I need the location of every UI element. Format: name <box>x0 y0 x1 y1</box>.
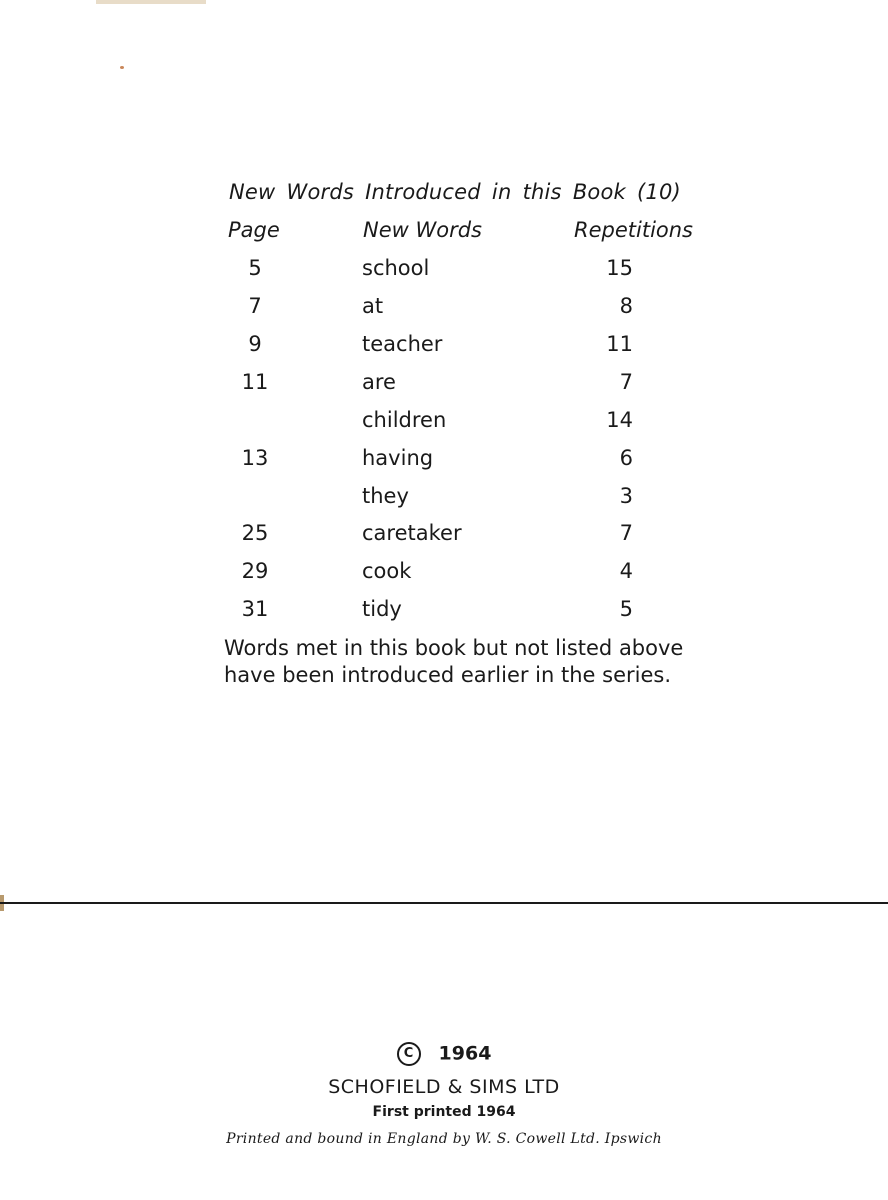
row-repetitions: 14 <box>606 408 633 432</box>
table-row <box>0 370 888 400</box>
heading-word: Book <box>572 180 626 204</box>
row-page: 13 <box>241 446 269 470</box>
first-printed-line: First printed 1964 <box>372 1104 516 1120</box>
table-row <box>0 408 888 438</box>
copyright-year: 1964 <box>438 1042 492 1065</box>
row-page: 7 <box>248 294 262 318</box>
table-row <box>0 597 888 627</box>
column-header-new-words: New Words <box>363 218 482 242</box>
row-word: caretaker <box>362 521 462 545</box>
heading-word: this <box>522 180 562 204</box>
row-repetitions: 3 <box>619 484 633 508</box>
heading-word: Words <box>286 180 355 204</box>
row-page: 31 <box>241 597 269 621</box>
publisher-name: SCHOFIELD & SIMS LTD <box>328 1076 560 1098</box>
copyright-icon: C <box>397 1042 421 1066</box>
row-repetitions: 15 <box>606 256 633 280</box>
row-repetitions: 4 <box>619 559 633 583</box>
row-page: 25 <box>241 521 269 545</box>
table-row <box>0 256 888 286</box>
footnote-line: have been introduced earlier in the series. <box>224 663 672 687</box>
series-footnote <box>224 635 694 689</box>
horizontal-divider <box>0 902 888 904</box>
word-list-heading <box>229 180 681 204</box>
row-repetitions: 8 <box>619 294 633 318</box>
table-row <box>0 484 888 514</box>
row-word: are <box>362 370 396 394</box>
row-word: having <box>362 446 434 470</box>
column-header-repetitions: Repetitions <box>574 218 693 242</box>
page-edge-strip <box>96 0 206 4</box>
row-word: they <box>362 484 409 508</box>
row-repetitions: 7 <box>619 521 633 545</box>
row-repetitions: 11 <box>606 332 633 356</box>
column-header-page: Page <box>228 218 280 242</box>
table-row <box>0 294 888 324</box>
row-page: 11 <box>241 370 269 394</box>
copyright-line <box>0 1042 888 1066</box>
row-page: 5 <box>248 256 262 280</box>
table-row <box>0 446 888 476</box>
heading-word: New <box>229 180 276 204</box>
footnote-line: Words met in this book but not listed above <box>224 636 684 660</box>
table-row <box>0 559 888 589</box>
printer-credit: Printed and bound in England by W. S. Cowell Ltd. Ipswich <box>226 1131 662 1147</box>
row-page: 9 <box>248 332 262 356</box>
heading-word: in <box>491 180 512 204</box>
row-page: 29 <box>241 559 269 583</box>
paper-speck <box>120 66 124 69</box>
row-word: at <box>362 294 384 318</box>
row-word: teacher <box>362 332 443 356</box>
row-word: cook <box>362 559 412 583</box>
table-row <box>0 521 888 551</box>
row-repetitions: 5 <box>619 597 633 621</box>
row-repetitions: 7 <box>619 370 633 394</box>
heading-word: Introduced <box>365 180 481 204</box>
row-word: tidy <box>362 597 402 621</box>
row-repetitions: 6 <box>619 446 633 470</box>
row-word: school <box>362 256 430 280</box>
row-word: children <box>362 408 447 432</box>
heading-word: (10) <box>637 180 681 204</box>
table-row <box>0 332 888 362</box>
